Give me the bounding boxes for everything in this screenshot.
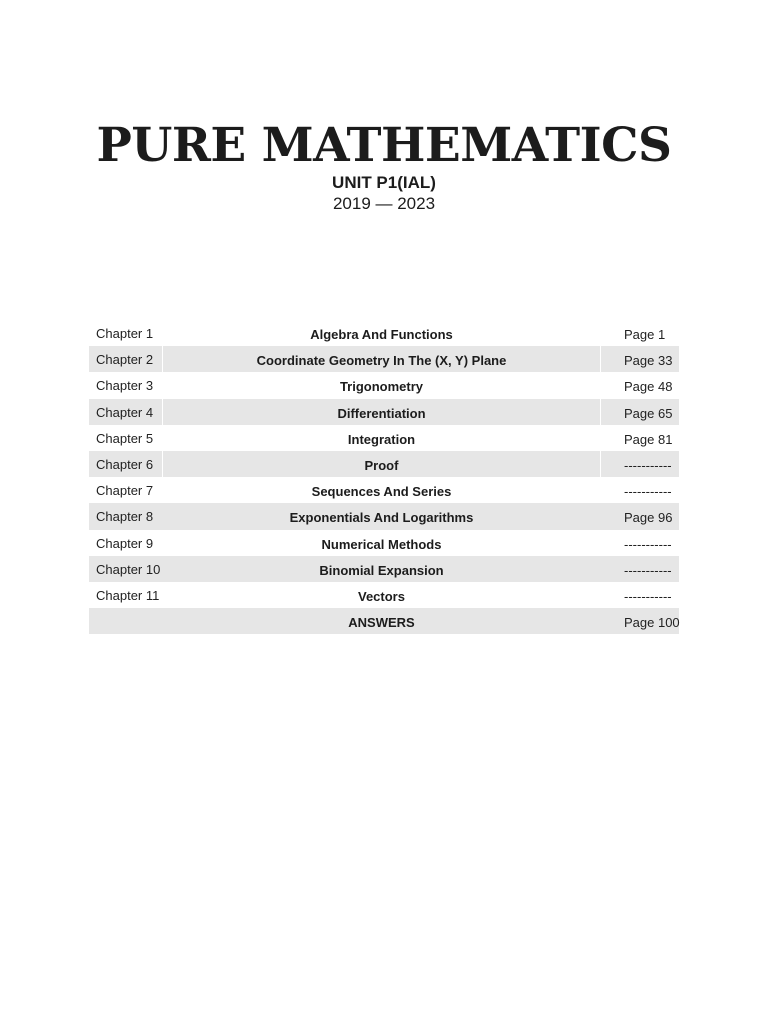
chapter-number: Chapter 6 bbox=[96, 456, 154, 472]
chapter-title: ANSWERS bbox=[348, 615, 415, 631]
page-reference: Page 100 bbox=[624, 615, 680, 631]
toc-row bbox=[89, 399, 679, 425]
page-reference: Page 96 bbox=[624, 510, 673, 526]
chapter-number: Chapter 7 bbox=[96, 483, 154, 499]
chapter-number: Chapter 4 bbox=[96, 404, 154, 420]
page-reference: Page 65 bbox=[624, 405, 673, 421]
page-reference: ----------- bbox=[624, 457, 672, 473]
table-of-contents bbox=[89, 320, 679, 634]
year-range: 2019 — 2023 bbox=[332, 194, 436, 213]
toc-row bbox=[89, 346, 679, 372]
chapter-number: Chapter 5 bbox=[96, 430, 154, 446]
chapter-title: Proof bbox=[364, 457, 399, 473]
toc-row bbox=[89, 582, 679, 608]
chapter-title: Sequences And Series bbox=[311, 484, 452, 500]
chapter-title: Algebra And Functions bbox=[310, 327, 453, 342]
chapter-number: Chapter 9 bbox=[96, 535, 154, 551]
chapter-number: Chapter 10 bbox=[96, 561, 161, 577]
toc-row bbox=[89, 372, 679, 398]
toc-row bbox=[89, 530, 679, 556]
column-divider bbox=[600, 346, 601, 372]
chapter-number: Chapter 11 bbox=[96, 587, 160, 603]
unit-subtitle: UNIT P1(IAL) bbox=[332, 173, 436, 192]
page-reference: Page 81 bbox=[624, 431, 673, 447]
page-reference: ----------- bbox=[624, 562, 672, 578]
toc-row bbox=[89, 608, 679, 634]
chapter-title: Differentiation bbox=[337, 405, 426, 421]
page-reference: ----------- bbox=[624, 484, 672, 500]
chapter-number: Chapter 8 bbox=[96, 509, 154, 525]
toc-row bbox=[89, 451, 679, 477]
page-reference: ----------- bbox=[624, 536, 672, 552]
document-title: PURE MATHEMATICS bbox=[96, 118, 672, 173]
page-reference: Page 1 bbox=[624, 327, 666, 342]
toc-row bbox=[89, 556, 679, 582]
chapter-number: Chapter 2 bbox=[96, 352, 154, 368]
toc-row bbox=[89, 477, 679, 503]
page-reference: Page 48 bbox=[624, 379, 673, 395]
toc-row bbox=[89, 320, 679, 346]
chapter-title: Numerical Methods bbox=[321, 536, 442, 552]
chapter-title: Trigonometry bbox=[339, 379, 424, 395]
chapter-number: Chapter 3 bbox=[96, 378, 154, 394]
page-reference: ----------- bbox=[624, 588, 672, 604]
toc-row bbox=[89, 425, 679, 451]
chapter-title: Vectors bbox=[358, 588, 405, 604]
chapter-title: Integration bbox=[347, 431, 416, 447]
column-divider bbox=[600, 451, 601, 477]
chapter-title: Exponentials And Logarithms bbox=[289, 510, 474, 526]
column-divider bbox=[600, 399, 601, 425]
chapter-number: Chapter 1 bbox=[96, 326, 154, 341]
page-reference: Page 33 bbox=[624, 353, 673, 369]
chapter-title: Coordinate Geometry In The (X, Y) Plane bbox=[256, 353, 507, 369]
toc-row bbox=[89, 503, 679, 529]
chapter-title: Binomial Expansion bbox=[319, 562, 444, 578]
